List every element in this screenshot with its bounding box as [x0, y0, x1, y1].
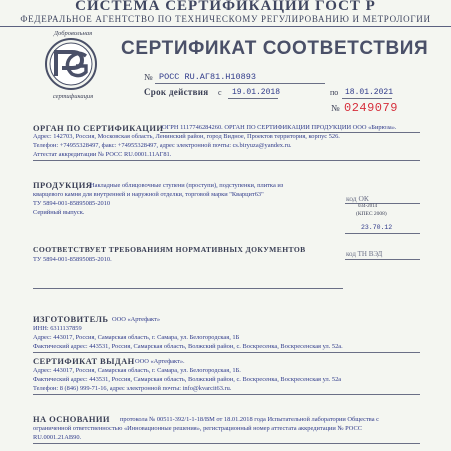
issued-name: ООО «Артефакт».	[135, 358, 185, 365]
validity-to-label: по	[330, 88, 339, 97]
product-line-3: ТУ 5894-001-85895085-2010	[33, 200, 111, 207]
header-divider	[0, 26, 451, 27]
okp-code: 034-2014	[358, 204, 378, 209]
basis-label: НА ОСНОВАНИИ	[33, 414, 110, 424]
logo-caption-bottom: сертификация	[52, 93, 94, 100]
system-title: СИСТЕМА СЕРТИФИКАЦИИ ГОСТ Р	[75, 0, 376, 14]
manufacturer-line-2: Адрес: 443017, Россия, Самарская область, г. Самара, ул. Белогородская, 1Б	[33, 334, 240, 341]
number-underline	[155, 83, 325, 84]
product-line-1: Накладные облицовочные ступени (проступи), подступенки, плитка из	[90, 182, 284, 189]
tnved-underline	[345, 259, 420, 260]
okp-underline-2	[345, 233, 420, 234]
manufacturer-underline	[33, 352, 420, 353]
issued-underline	[33, 394, 420, 395]
organ-underline-2	[33, 160, 420, 161]
certificate-number: РОСС RU.АГ81.Н10893	[159, 72, 256, 82]
number-prefix: №	[144, 72, 153, 82]
tnved-label: код ТН ВЭД	[346, 250, 383, 258]
product-line-2: кварцевого камня для внутренней и наружной отделки, торговой марки "Кварцит63"	[33, 191, 264, 198]
certificate-title: СЕРТИФИКАТ СООТВЕТСТВИЯ	[121, 38, 429, 59]
gost-r-mark-icon	[44, 36, 98, 92]
product-line-4: Серийный выпуск.	[33, 209, 85, 216]
to-underline	[342, 98, 392, 99]
basis-underline	[33, 443, 420, 444]
validity-from-label: с	[218, 88, 222, 97]
basis-line-1: протокола № 00511-392/1-1-18/ВМ от 18.01.2018 года Испытательной лаборатории Общества с	[120, 416, 380, 423]
issued-line-1: Адрес: 443017, Россия, Самарская область, г. Самара, ул. Белогородская, 1Б.	[33, 367, 241, 374]
okp-standard: (КПЕС 2008)	[356, 211, 387, 217]
manufacturer-name: ООО «Артефакт»	[112, 316, 161, 323]
basis-line-3: RU.0001.21АВ90.	[33, 434, 82, 441]
product-label: ПРОДУКЦИЯ	[33, 180, 93, 190]
organ-label: ОРГАН ПО СЕРТИФИКАЦИИ	[33, 123, 164, 133]
organ-line-3: Телефон: +74955328497, факс: +74955328497, адрес электронной почты: cs.biryuza@yandex.ru.	[33, 142, 292, 149]
issued-line-2: Фактический адрес: 443531, Россия, Самарская область, Волжский район, с. Воскресенка, Воскресенская ул. 52а	[33, 376, 342, 383]
manufacturer-label: ИЗГОТОВИТЕЛЬ	[33, 314, 109, 324]
manufacturer-line-1: ИНН: 6311137859	[33, 325, 82, 332]
okp-code-label: код ОК	[346, 194, 369, 203]
validity-from: 19.01.2018	[232, 88, 281, 97]
organ-line-2: Адрес: 142703, Россия, Московская область, Ленинский район, город Видное, Проектов территория, корпус 526.	[33, 133, 340, 140]
serial-number: 0249079	[344, 101, 398, 115]
manufacturer-line-3: Фактический адрес: 443531, Россия, Самарская область, Волжский район, с. Воскресенка, Воскресенская ул. 52а.	[33, 343, 343, 350]
logo-caption-top: Добровольная	[53, 30, 93, 37]
validity-label: Срок действия	[144, 87, 209, 97]
conforms-label: СООТВЕТСТВУЕТ ТРЕБОВАНИЯМ НОРМАТИВНЫХ ДОКУМЕНТОВ	[33, 245, 306, 254]
conforms-line-1: ТУ 5894-001-85895085-2010.	[33, 256, 112, 263]
organ-line-1: ОГРН 1117746284260. ОРГАН ПО СЕРТИФИКАЦИИ ПРОДУКЦИИ ООО «Бирюза».	[162, 124, 397, 131]
basis-line-2: ограниченной ответственностью «Инновационные решения», регистрационный номер аттестата аккредитации № РОСС	[33, 425, 362, 432]
issued-line-3: Телефон: 8 (846) 999-71-16, адрес электронной почты: info@kvarcit63.ru.	[33, 385, 232, 392]
organ-line-4: Аттестат аккредитации № РОСС RU.0001.11АГ81.	[33, 151, 172, 158]
validity-to: 18.01.2021	[345, 88, 394, 97]
serial-prefix: №	[331, 103, 340, 113]
conforms-underline	[33, 288, 343, 289]
agency-title: ФЕДЕРАЛЬНОЕ АГЕНТСТВО ПО ТЕХНИЧЕСКОМУ РЕГУЛИРОВАНИЮ И МЕТРОЛОГИИ	[20, 14, 431, 24]
okp-underline-1	[345, 203, 420, 204]
okp-value: 23.70.12	[361, 224, 393, 231]
issued-label: СЕРТИФИКАТ ВЫДАН	[33, 356, 135, 366]
from-underline	[228, 98, 278, 99]
